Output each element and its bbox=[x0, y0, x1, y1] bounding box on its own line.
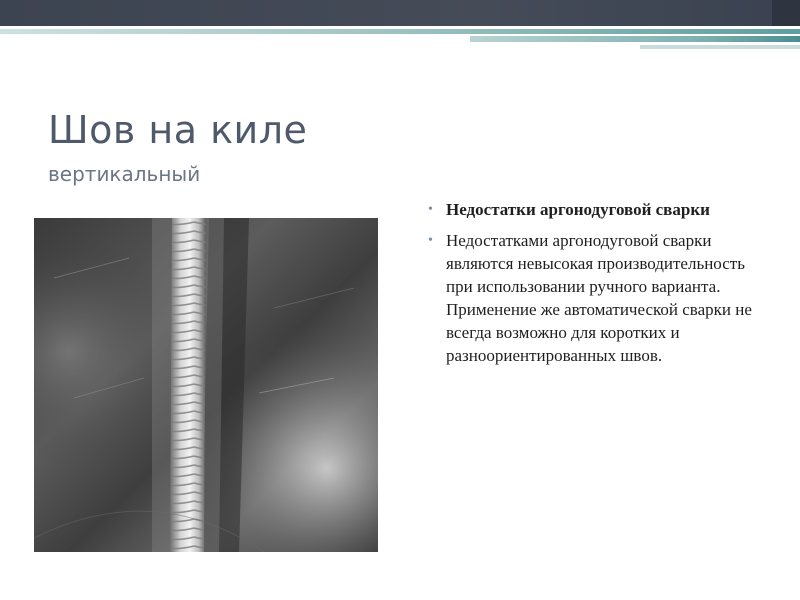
bullet-heading-text: Недостатки аргонодуговой сварки bbox=[446, 200, 710, 219]
header-bar bbox=[0, 0, 800, 26]
header-accent-line-tertiary bbox=[640, 45, 800, 49]
bullet-heading bbox=[428, 198, 768, 221]
bullet-body-text: Недостатками аргонодуговой сварки являются невысокая производительность при использовании ручного варианта. Применение же автоматической сварки не всегда возможно для коротких и разноориентированных швов. bbox=[446, 231, 752, 365]
slide-subtitle: вертикальный bbox=[48, 162, 201, 186]
bullet-marker-icon: • bbox=[428, 202, 433, 217]
header-bar-corner bbox=[772, 0, 800, 26]
slide-title: Шов на киле bbox=[48, 108, 308, 152]
header-accent-line-secondary bbox=[470, 36, 800, 42]
weld-seam-photo bbox=[34, 218, 378, 552]
header-accent-line bbox=[0, 29, 800, 34]
weld-seam-image bbox=[34, 218, 378, 552]
bullet-marker-icon: • bbox=[428, 233, 433, 248]
bullet-body bbox=[428, 229, 768, 367]
bullet-list bbox=[428, 198, 768, 375]
